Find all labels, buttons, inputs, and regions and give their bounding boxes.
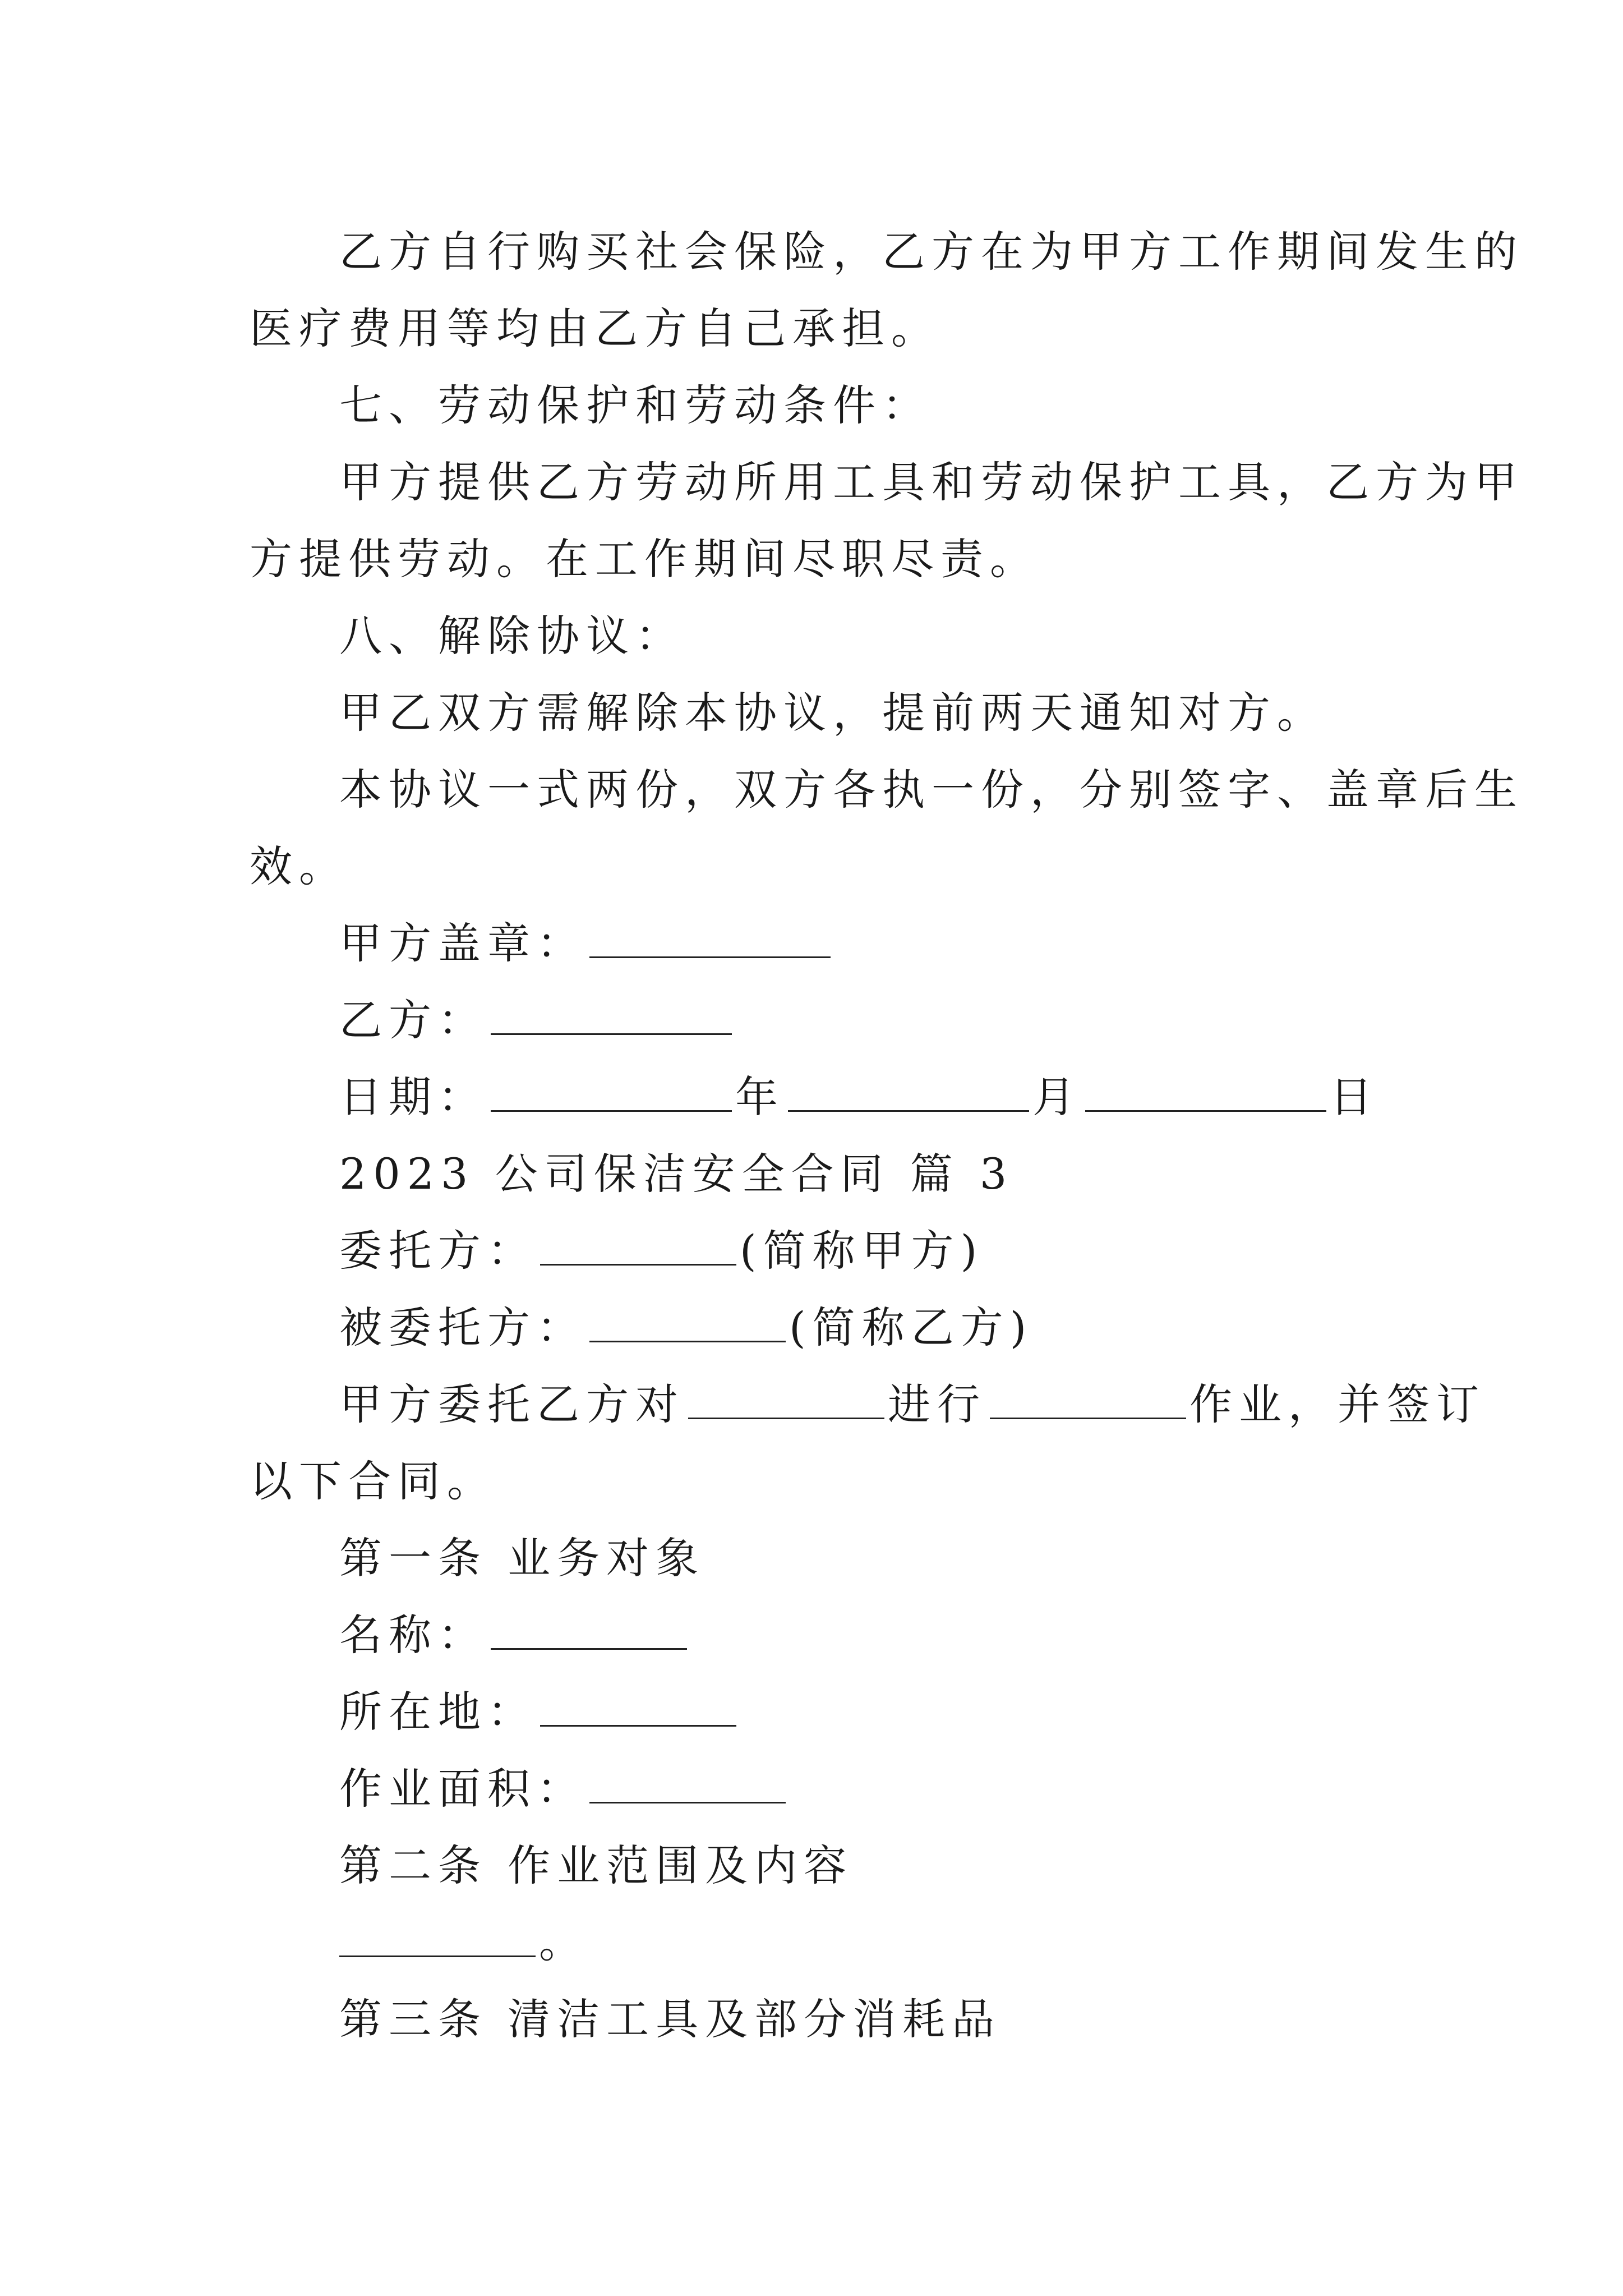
name-line [250, 1596, 1394, 1673]
contractor-blank [589, 1301, 786, 1342]
party-b-blank [491, 994, 732, 1035]
client-label: 委托方： [339, 1226, 537, 1276]
paragraph-line: 甲方提供乙方劳动所用工具和劳动保护工具，乙方为甲 [339, 457, 1524, 507]
paragraph-line: 方提供劳动。在工作期间尽职尽责。 [250, 534, 1039, 584]
client-suffix: (简称甲方) [740, 1226, 984, 1276]
month-blank [788, 1071, 1029, 1112]
name-label: 名称： [339, 1610, 487, 1660]
date-label: 日期： [339, 1072, 487, 1122]
paragraph-line: 本协议一式两份，双方各执一份，分别签字、盖章后生 [339, 765, 1524, 815]
article-3-title: 第三条 清洁工具及部分消耗品 [339, 1994, 1002, 2044]
area-blank [589, 1763, 786, 1803]
party-a-seal-blank [589, 917, 831, 958]
year-blank [491, 1071, 732, 1112]
day-blank [1085, 1071, 1326, 1112]
party-b-label: 乙方： [339, 995, 487, 1045]
object-blank [688, 1378, 884, 1419]
paragraph-line: 医疗费用等均由乙方自己承担。 [250, 303, 940, 353]
day-label: 日 [1330, 1072, 1379, 1122]
intro-text-a: 甲方委托乙方对 [339, 1379, 685, 1429]
section-heading: 八、解除协议： [339, 611, 685, 661]
client-line [250, 1212, 1394, 1289]
section-heading: 七、劳动保护和劳动条件： [339, 380, 932, 430]
client-blank [540, 1225, 736, 1266]
area-line [250, 1750, 1394, 1827]
paragraph-line: 效。 [250, 841, 348, 891]
name-blank [491, 1609, 687, 1650]
intro-text-c: 作业，并签订 [1189, 1379, 1486, 1429]
work-blank [990, 1378, 1186, 1419]
area-label: 作业面积： [339, 1764, 586, 1814]
scope-line [250, 1904, 1394, 1981]
intro-text-b: 进行 [888, 1379, 986, 1429]
paragraph-line: 乙方自行购买社会保险，乙方在为甲方工作期间发生的 [339, 227, 1524, 277]
date-line [250, 1059, 1394, 1135]
month-label: 月 [1032, 1072, 1082, 1122]
location-label: 所在地： [339, 1687, 537, 1737]
location-blank [540, 1686, 736, 1727]
party-a-seal-label: 甲方盖章： [339, 918, 586, 968]
location-line [250, 1673, 1394, 1750]
paragraph-line: 以下合同。 [250, 1456, 496, 1506]
scope-blank [339, 1916, 536, 1957]
document-page [250, 213, 1524, 2058]
paragraph-line: 甲乙双方需解除本协议，提前两天通知对方。 [339, 688, 1326, 738]
contractor-label: 被委托方： [339, 1303, 586, 1352]
contractor-suffix: (简称乙方) [789, 1303, 1034, 1352]
scope-end: 。 [539, 1917, 588, 1967]
article-1-title: 第一条 业务对象 [339, 1533, 706, 1583]
party-b-line [250, 982, 1394, 1059]
party-a-seal-line [250, 905, 1394, 982]
contract-heading: 2023 公司保洁安全合同 篇 3 [339, 1149, 1014, 1199]
article-2-title: 第二条 作业范围及内容 [339, 1841, 854, 1890]
year-label: 年 [735, 1072, 785, 1122]
contractor-line [250, 1289, 1394, 1366]
intro-line [250, 1366, 1486, 1443]
